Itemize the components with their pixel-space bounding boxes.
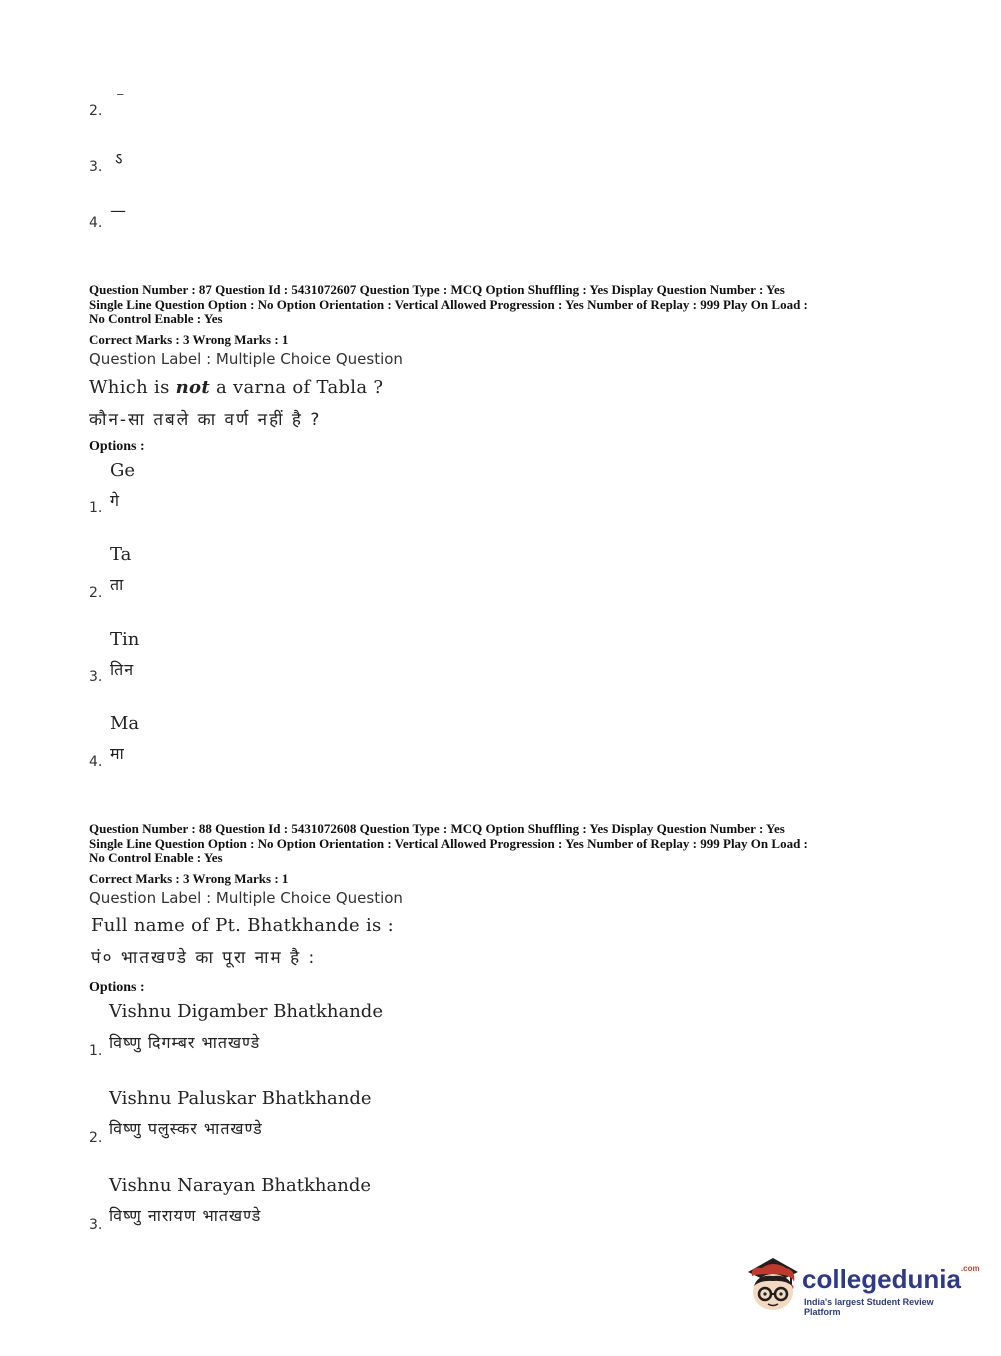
question-label: Question Label : Multiple Choice Question — [89, 889, 403, 907]
option-text-en: Vishnu Paluskar Bhatkhande — [109, 1088, 372, 1109]
question-text-emphasis: not — [175, 377, 210, 398]
meta-line: Question Number : 87 Question Id : 5431072607 Question Type : MCQ Option Shuffling : Yes Display Question Number : Yes — [89, 282, 785, 297]
option-text-en: Vishnu Narayan Bhatkhande — [109, 1175, 371, 1196]
question-meta — [89, 822, 919, 866]
option-text-hi: ता — [110, 575, 125, 594]
option-text-en: Ge — [110, 460, 136, 481]
option-number: 3. — [89, 159, 103, 175]
meta-line: No Control Enable : Yes — [89, 311, 223, 326]
options-heading: Options : — [89, 980, 145, 995]
question-label: Question Label : Multiple Choice Question — [89, 350, 403, 368]
option-number: 2. — [89, 585, 103, 601]
question-text-hi: कौन-सा तबले का वर्ण नहीं है ? — [89, 410, 322, 430]
meta-line: Single Line Question Option : No Option Orientation : Vertical Allowed Progression : Yes Number of Replay : 999 Play On Load : — [89, 296, 808, 312]
option-number: 1. — [89, 500, 103, 516]
option-text-hi: विष्णु नारायण भातखण्डे — [109, 1206, 262, 1225]
option-text-en: Vishnu Digamber Bhatkhande — [109, 1001, 383, 1022]
option-text-en: Ma — [110, 713, 140, 734]
option-text-hi: विष्णु दिगम्बर भातखण्डे — [109, 1033, 261, 1052]
marks-info: Correct Marks : 3 Wrong Marks : 1 — [89, 871, 289, 886]
question-text-en: Full name of Pt. Bhatkhande is : — [91, 915, 394, 936]
option-number: 2. — [89, 1130, 103, 1146]
option-text-hi: तिन — [110, 660, 135, 679]
question-text-part: Which is — [89, 377, 176, 398]
question-meta — [89, 283, 919, 327]
question-text-hi: पं० भातखण्डे का पूरा नाम है : — [91, 948, 317, 968]
option-text-hi: मा — [110, 744, 125, 763]
option-text-hi: गे — [110, 491, 121, 510]
mascot-icon — [742, 1252, 804, 1314]
logo-name: collegedunia — [802, 1264, 961, 1294]
option-text-en: Ta — [110, 544, 132, 565]
option-glyph: ऽ — [115, 149, 123, 168]
option-text-hi: विष्णु पलुस्कर भातखण्डे — [109, 1119, 263, 1138]
meta-line: No Control Enable : Yes — [89, 850, 223, 865]
marks-info: Correct Marks : 3 Wrong Marks : 1 — [89, 332, 289, 347]
option-number: 3. — [89, 1217, 103, 1233]
logo-tagline: India's largest Student Review Platform — [804, 1297, 934, 1317]
option-number: 1. — [89, 1043, 103, 1059]
option-number: 4. — [89, 754, 103, 770]
option-number: 2. — [89, 103, 103, 119]
logo-suffix: .com — [960, 1264, 980, 1273]
options-heading: Options : — [89, 439, 145, 454]
question-text-en — [89, 377, 383, 398]
question-text-part: a varna of Tabla ? — [209, 377, 384, 398]
collegedunia-logo — [742, 1252, 980, 1318]
option-text-en: Tin — [110, 629, 140, 650]
option-number: 3. — [89, 669, 103, 685]
logo-wordmark — [802, 1264, 980, 1295]
option-glyph: ⁻ — [116, 88, 125, 107]
meta-line: Question Number : 88 Question Id : 5431072608 Question Type : MCQ Option Shuffling : Yes Display Question Number : Yes — [89, 821, 785, 836]
meta-line: Single Line Question Option : No Option Orientation : Vertical Allowed Progression : Yes Number of Replay : 999 Play On Load : — [89, 835, 808, 851]
option-number: 4. — [89, 215, 103, 231]
option-glyph: — — [110, 201, 126, 220]
